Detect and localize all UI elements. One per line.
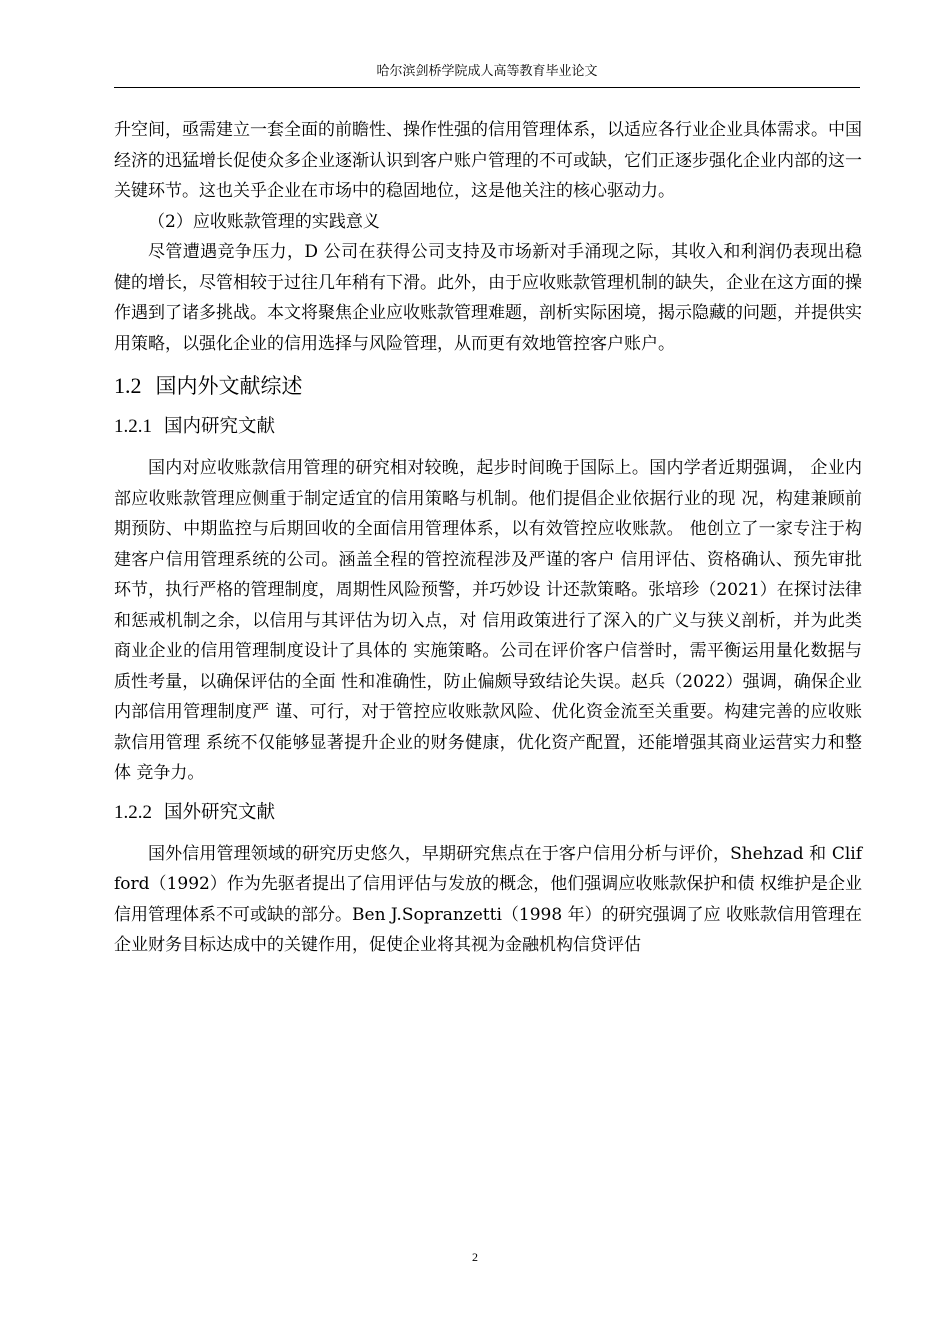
section-heading-1-2 — [114, 371, 862, 401]
section-number: 1.2 — [114, 373, 142, 398]
section-title: 国内研究文献 — [164, 416, 276, 437]
paragraph-practical-significance: 尽管遭遇竞争压力，D 公司在获得公司支持及市场新对手涌现之际，其收入和利润仍表现出稳健的增长，尽管相较于过往几年稍有下滑。此外，由于应收账款管理机制的缺失，企业在这方面的操作遇到了诸多挑战。本文将聚焦企业应收账款管理难题，剖析实际困境，揭示隐藏的问题，并提供实用策略，以强化企业的信用选择与风险管理，从而更有效地管控客户账户。 — [114, 242, 862, 354]
header-rule — [114, 87, 860, 88]
paragraph-continued: 升空间，亟需建立一套全面的前瞻性、操作性强的信用管理体系，以适应各行业企业具体需求。中国经济的迅猛增长促使众多企业逐渐认识到客户账户管理的不可或缺，它们正逐步强化企业内部的这一关键环节。这也关乎企业在市场中的稳固地位，这是他关注的核心驱动力。 — [114, 120, 862, 201]
body-content — [114, 115, 862, 961]
section-title: 国内外文献综述 — [155, 374, 303, 398]
section-number: 1.2.1 — [114, 416, 152, 437]
section-title: 国外研究文献 — [164, 801, 276, 823]
paragraph-domestic-literature: 国内对应收账款信用管理的研究相对较晚，起步时间晚于国际上。国内学者近期强调， 企业内部应收账款管理应侧重于制定适宜的信用策略与机制。他们提倡企业依据行业的现 况，构建兼顾前期预防、中期监控与后期回收的全面信用管理体系，以有效管控应收账款。 他创立了一家专注于构建客户信用管理系统的公司。涵盖全程的管控流程涉及严谨的客户 信用评估、资格确认、预先审批环节，执行严格的管理制度，周期性风险预警，并巧妙设 计还款策略。张培珍（2021）在探讨法律和惩戒机制之余，以信用与其评估为切入点，对 信用政策进行了深入的广义与狭义剖析，并为此类商业企业的信用管理制度设计了具体的 实施策略。公司在评价客户信誉时，需平衡运用量化数据与质性考量，以确保评估的全面 性和准确性，防止偏颇导致结论失误。赵兵（2022）强调，确保企业内部信用管理制度严 谨、可行，对于管控应收账款风险、优化资金流至关重要。构建完善的应收账款信用管理 系统不仅能够显著提升企业的财务健康，优化资产配置，还能增强其商业运营实力和整体 竞争力。 — [114, 458, 862, 783]
subsection-label: （2）应收账款管理的实践意义 — [148, 211, 380, 232]
section-heading-1-2-1 — [114, 413, 862, 441]
section-heading-1-2-2 — [114, 799, 862, 827]
paragraph-foreign-literature: 国外信用管理领域的研究历史悠久，早期研究焦点在于客户信用分析与评价，Shehzad 和 Clifford（1992）作为先驱者提出了信用评估与发放的概念，他们强调应收账款保护和债 权维护是企业信用管理体系不可或缺的部分。Ben J.Sopranzetti（1998 年）的研究强调了应 收账款信用管理在企业财务目标达成中的关键作用，促使企业将其视为金融机构信贷评估 — [114, 843, 862, 955]
running-header: 哈尔滨剑桥学院成人高等教育毕业论文 — [376, 64, 598, 79]
page-number: 2 — [472, 1250, 478, 1264]
section-number: 1.2.2 — [114, 801, 152, 823]
